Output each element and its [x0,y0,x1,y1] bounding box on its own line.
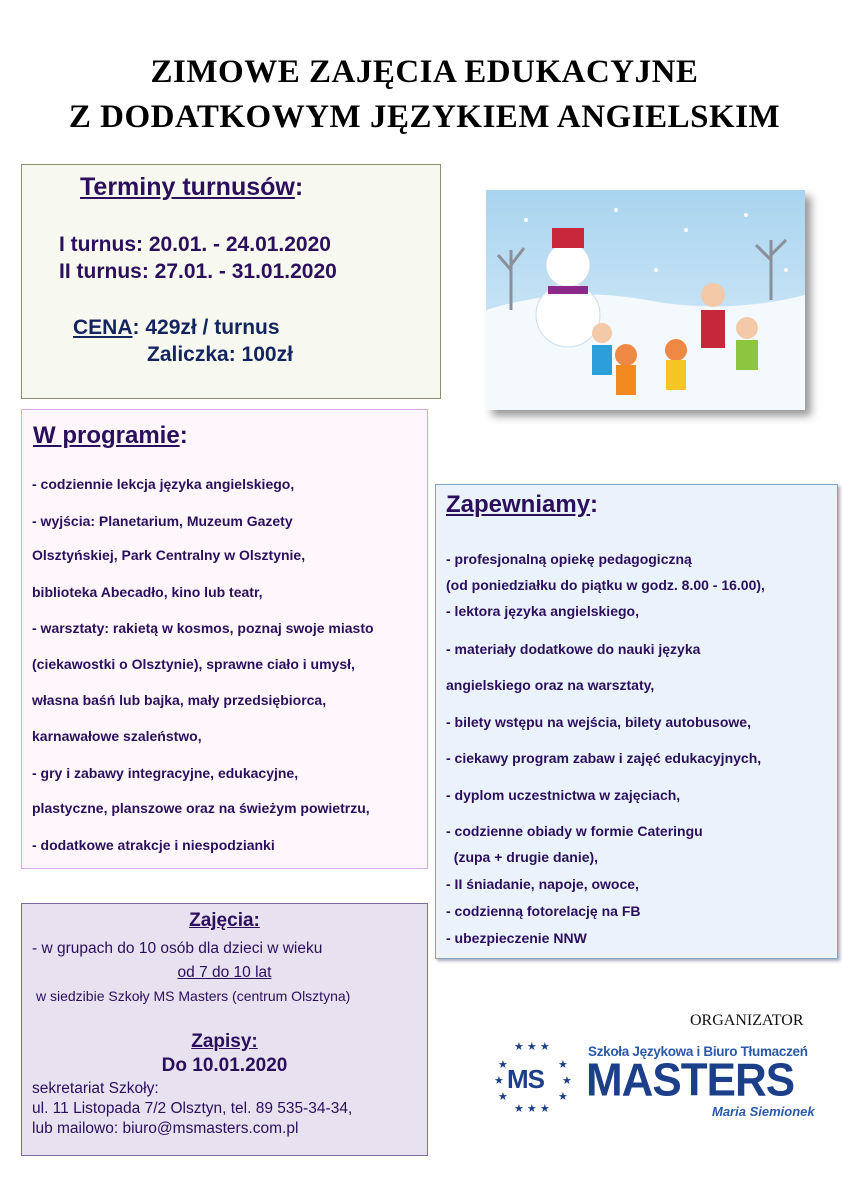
organizer-label: ORGANIZATOR [690,1012,804,1029]
provide-line: - dyplom uczestnictwa w zajęciach, [446,787,681,803]
provide-box [435,484,838,959]
program-line: karnawałowe szaleństwo, [32,728,202,744]
program-line: Olsztyńskiej, Park Centralny w Olsztynie, [32,547,306,563]
provide-line: - profesjonalną opiekę pedagogiczną [446,551,692,567]
terms-heading: Terminy turnusów: [80,173,304,201]
masters-logo [490,1040,820,1120]
provide-line: - codzienną fotorelację na FB [446,903,641,919]
poster-title-line2: Z DODATKOWYM JĘZYKIEM ANGIELSKIM [68,99,781,135]
provide-line: - lektora języka angielskiego, [446,603,639,619]
logo-name: MASTERS [586,1054,795,1107]
program-line: biblioteka Abecadło, kino lub teatr, [32,584,263,600]
contact-line: sekretariat Szkoły: [32,1080,159,1097]
program-line: - codziennie lekcja języka angielskiego, [32,476,295,492]
program-line: - gry i zabawy integracyjne, edukacyjne, [32,765,299,781]
program-line: własna baśń lub bajka, mały przedsiębiorca, [32,692,327,708]
provide-line: angielskiego oraz na warsztaty, [446,677,655,693]
signup-deadline: Do 10.01.2020 [161,1055,288,1076]
provide-line: (zupa + drugie danie), [446,849,599,865]
provide-line: - bilety wstępu na wejścia, bilety autobusowe, [446,714,751,730]
price: CENA: 429zł / turnus [73,316,280,339]
contact-email: lub mailowo: biuro@msmasters.com.pl [32,1120,299,1137]
classes-groups: - w grupach do 10 osób dla dzieci w wieku [32,940,323,957]
program-line: plastyczne, planszowe oraz na świeżym powietrzu, [32,800,370,816]
classes-age: od 7 do 10 lat [177,964,272,981]
provide-line: - II śniadanie, napoje, owoce, [446,876,639,892]
provide-line: - ubezpieczenie NNW [446,930,587,946]
turn-1: I turnus: 20.01. - 24.01.2020 [59,233,331,256]
provide-heading: Zapewniamy: [446,491,599,518]
poster-title-line1: ZIMOWE ZAJĘCIA EDUKACYJNE [150,54,699,90]
signup-heading: Zapisy: [191,1031,258,1052]
logo-subtitle: Szkoła Językowa i Biuro Tłumaczeń [588,1044,808,1059]
winter-kids-snowman-illustration [486,190,805,410]
provide-line: (od poniedziałku do piątku w godz. 8.00 - 16.00), [446,577,765,593]
contact-line: ul. 11 Listopada 7/2 Olsztyn, tel. 89 535-34-34, [32,1100,353,1117]
provide-line: - ciekawy program zabaw i zajęć edukacyjnych, [446,750,762,766]
program-line: - wyjścia: Planetarium, Muzeum Gazety [32,513,293,529]
classes-heading: Zajęcia: [189,910,260,931]
provide-line: - materiały dodatkowe do nauki języka [446,641,701,657]
logo-owner: Maria Siemionek [712,1104,815,1119]
deposit: Zaliczka: 100zł [147,343,293,366]
terms-box [21,164,441,399]
program-line: - warsztaty: rakietą w kosmos, poznaj swoje miasto [32,620,374,636]
program-line: - dodatkowe atrakcje i niespodzianki [32,837,275,853]
turn-2: II turnus: 27.01. - 31.01.2020 [59,260,337,283]
classes-location: w siedzibie Szkoły MS Masters (centrum Olsztyna) [36,988,351,1004]
program-box [21,409,428,869]
program-heading: W programie: [33,422,188,449]
program-line: (ciekawostki o Olsztynie), sprawne ciało i umysł, [32,656,355,672]
classes-box [21,903,428,1156]
provide-line: - codzienne obiady w formie Cateringu [446,823,703,839]
ms-star-emblem: ★ ★ ★ ★ ★ ★ ★ ★ ★ ★ ★ ★ MS [494,1041,572,1115]
